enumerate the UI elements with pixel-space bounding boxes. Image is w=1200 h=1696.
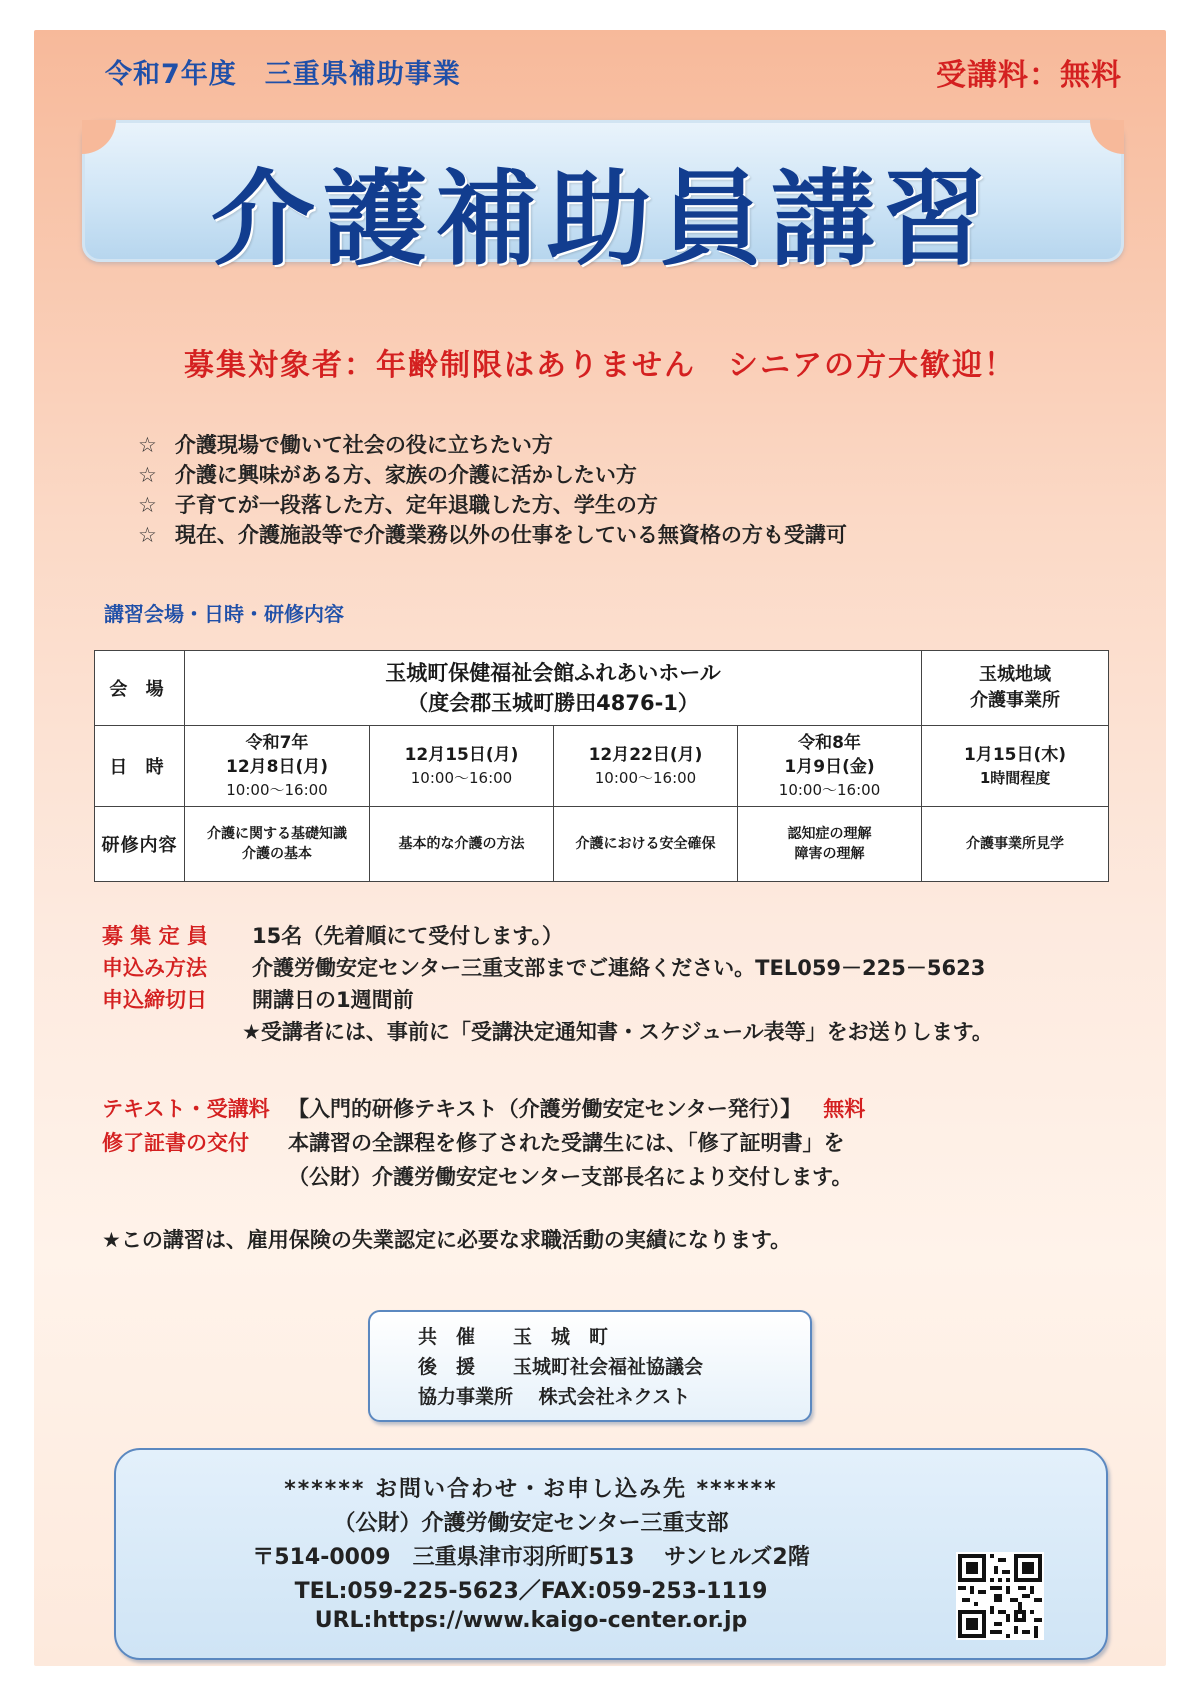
list-item: ☆ 介護現場で働いて社会の役に立ちたい方: [138, 433, 553, 457]
bullet-list: [138, 430, 847, 550]
title-banner: [82, 120, 1124, 280]
text-free: 無料: [823, 1097, 866, 1121]
date-cell: 12月15日(月) 10:00～16:00: [370, 726, 554, 807]
sponsor-line: 協力事業所 株式会社ネクスト: [418, 1386, 691, 1408]
method-label: 申込み方法: [102, 956, 207, 980]
table-row: [95, 651, 1109, 726]
list-item: ☆ 現在、介護施設等で介護業務以外の仕事をしている無資格の方も受講可: [138, 523, 847, 547]
cert-value-2: （公財）介護労働安定センター支部長名により交付します。: [288, 1165, 853, 1189]
date-cell: 令和7年 12月8日(月) 10:00～16:00: [185, 726, 370, 807]
star-icon: ☆: [138, 433, 157, 457]
section-heading: 講習会場・日時・研修内容: [104, 602, 344, 626]
contact-url[interactable]: URL:https://www.kaigo-center.or.jp: [314, 1608, 748, 1633]
cert-label: 修了証書の交付: [102, 1131, 249, 1155]
capacity-label: 募 集 定 員: [102, 924, 208, 948]
capacity-value: 15名（先着順にて受付します。）: [252, 924, 564, 948]
row-header-date: 日 時: [95, 726, 185, 807]
content-cell: 介護事業所見学: [922, 807, 1109, 882]
content-cell: 介護における安全確保: [554, 807, 738, 882]
table-row: [95, 726, 1109, 807]
sponsor-line: 共 催 玉 城 町: [418, 1326, 609, 1348]
list-item: ☆ 子育てが一段落した方、定年退職した方、学生の方: [138, 493, 658, 517]
content-cell: 介護に関する基礎知識 介護の基本: [185, 807, 370, 882]
deadline-note: ★受講者には、事前に「受講決定通知書・スケジュール表等」をお送りします。: [242, 1020, 993, 1044]
contact-org: （公財）介護労働安定センター三重支部: [333, 1511, 729, 1536]
contact-phone: TEL:059-225-5623／FAX:059-253-1119: [294, 1579, 768, 1604]
table-row: [95, 807, 1109, 882]
page-title: 介護補助員講習: [210, 158, 995, 280]
row-header-venue: 会 場: [95, 651, 185, 726]
deadline-value: 開講日の1週間前: [252, 988, 414, 1012]
target-audience: 募集対象者：年齢制限はありません シニアの方大歓迎！: [184, 348, 1016, 383]
fee-badge: 受講料：無料: [936, 58, 1122, 93]
employment-note: ★この講習は、雇用保険の失業認定に必要な求職活動の実績になります。: [102, 1228, 792, 1252]
content-cell: 基本的な介護の方法: [370, 807, 554, 882]
qr-code-icon[interactable]: [956, 1552, 1044, 1640]
date-cell: 令和8年 1月9日(金) 10:00～16:00: [738, 726, 922, 807]
deadline-label: 申込締切日: [102, 988, 207, 1012]
sponsor-box: [368, 1310, 812, 1422]
schedule-table: [94, 650, 1109, 882]
cert-value-1: 本講習の全課程を修了された受講生には、「修了証明書」を: [288, 1131, 845, 1155]
venue-side-cell: 玉城地域 介護事業所: [922, 651, 1109, 726]
text-value: 【入門的研修テキスト（介護労働安定センター発行）】: [288, 1097, 802, 1121]
list-item: ☆ 介護に興味がある方、家族の介護に活かしたい方: [138, 463, 637, 487]
star-icon: ☆: [138, 463, 157, 487]
star-icon: ☆: [138, 493, 157, 517]
text-label: テキスト・受講料: [102, 1097, 270, 1121]
contact-address: 〒514-0009 三重県津市羽所町513 サンヒルズ2階: [252, 1545, 810, 1570]
row-header-content: 研修内容: [95, 807, 185, 882]
venue-cell: 玉城町保健福祉会館ふれあいホール （度会郡玉城町勝田4876-1）: [185, 651, 922, 726]
method-value: 介護労働安定センター三重支部までご連絡ください。TEL059－225－5623: [252, 956, 986, 980]
date-cell: 12月22日(月) 10:00～16:00: [554, 726, 738, 807]
contact-heading: ****** お問い合わせ・お申し込み先 ******: [284, 1477, 778, 1502]
program-label: 令和7年度 三重県補助事業: [105, 59, 461, 90]
date-cell: 1月15日(木) 1時間程度: [922, 726, 1109, 807]
contact-box: [114, 1448, 1108, 1660]
sponsor-line: 後 援 玉城町社会福祉協議会: [418, 1356, 704, 1378]
star-icon: ☆: [138, 523, 157, 547]
content-cell: 認知症の理解 障害の理解: [738, 807, 922, 882]
